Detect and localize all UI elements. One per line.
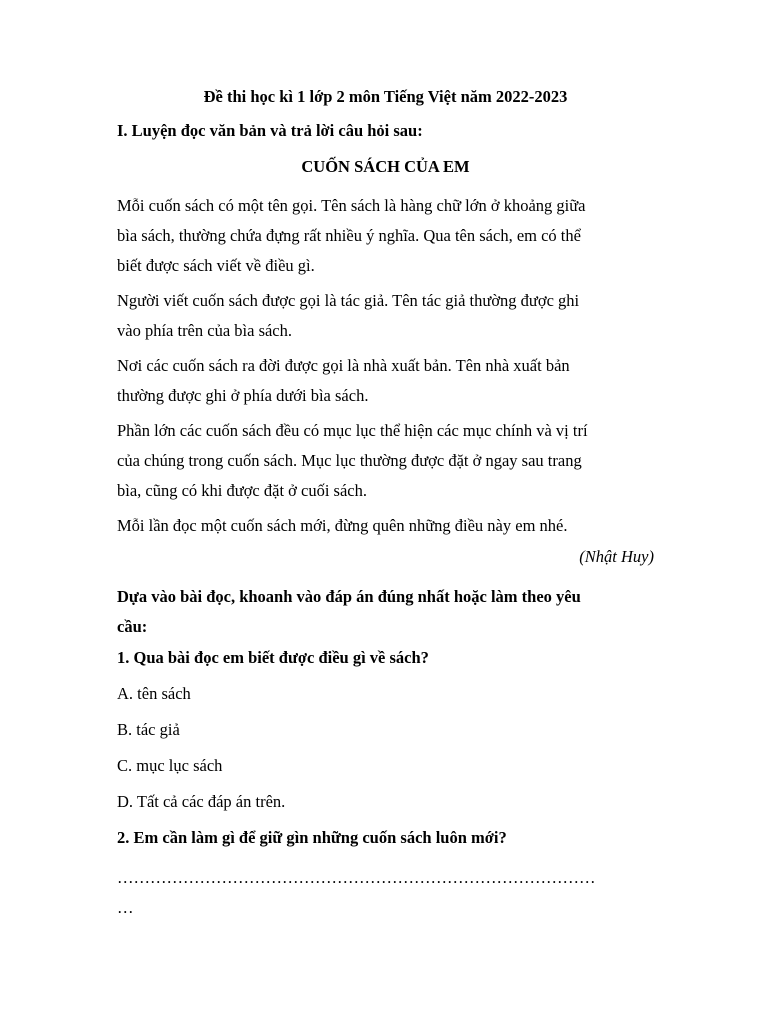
story-paragraph-3: Nơi các cuốn sách ra đời được gọi là nhà xuất bản. Tên nhà xuất bản thường được ghi ở phía dưới bìa sách.: [117, 356, 570, 405]
question-1: 1. Qua bài đọc em biết được điều gì về sách?: [117, 648, 429, 667]
question-2: 2. Em cần làm gì để giữ gìn những cuốn sách luôn mới?: [117, 828, 507, 847]
instruction-text: Dựa vào bài đọc, khoanh vào đáp án đúng nhất hoặc làm theo yêu cầu:: [117, 587, 581, 636]
document-title: Đề thi học kì 1 lớp 2 môn Tiếng Việt năm 2022-2023: [203, 87, 568, 106]
question-1-option-b[interactable]: B. tác giả: [117, 720, 180, 739]
story-title: CUỐN SÁCH CỦA EM: [301, 157, 470, 176]
section-heading: I. Luyện đọc văn bản và trả lời câu hỏi sau:: [117, 121, 423, 140]
story-paragraph-2: Người viết cuốn sách được gọi là tác giả. Tên tác giả thường được ghi vào phía trên của bìa sách.: [117, 291, 580, 340]
question-1-option-a[interactable]: A. tên sách: [117, 684, 191, 703]
story-paragraph-1: Mỗi cuốn sách có một tên gọi. Tên sách là hàng chữ lớn ở khoảng giữa bìa sách, thường chứa đựng rất nhiều ý nghĩa. Qua tên sách, em có thể biết được sách viết về điều gì.: [117, 196, 586, 275]
story-paragraph-5: Mỗi lần đọc một cuốn sách mới, đừng quên những điều này em nhé.: [117, 516, 568, 535]
story-author: (Nhật Huy): [579, 547, 654, 566]
question-1-option-c[interactable]: C. mục lục sách: [117, 756, 223, 775]
story-paragraph-4: Phần lớn các cuốn sách đều có mục lục thể hiện các mục chính và vị trí của chúng trong cuốn sách. Mục lục thường được đặt ở ngay sau trang bìa, cũng có khi được đặt ở cuối sách.: [117, 421, 588, 500]
exam-page: [117, 86, 654, 923]
question-2-answer-line[interactable]: …………………………………………………………………………… …: [117, 868, 596, 917]
question-1-option-d[interactable]: D. Tất cả các đáp án trên.: [117, 792, 286, 811]
